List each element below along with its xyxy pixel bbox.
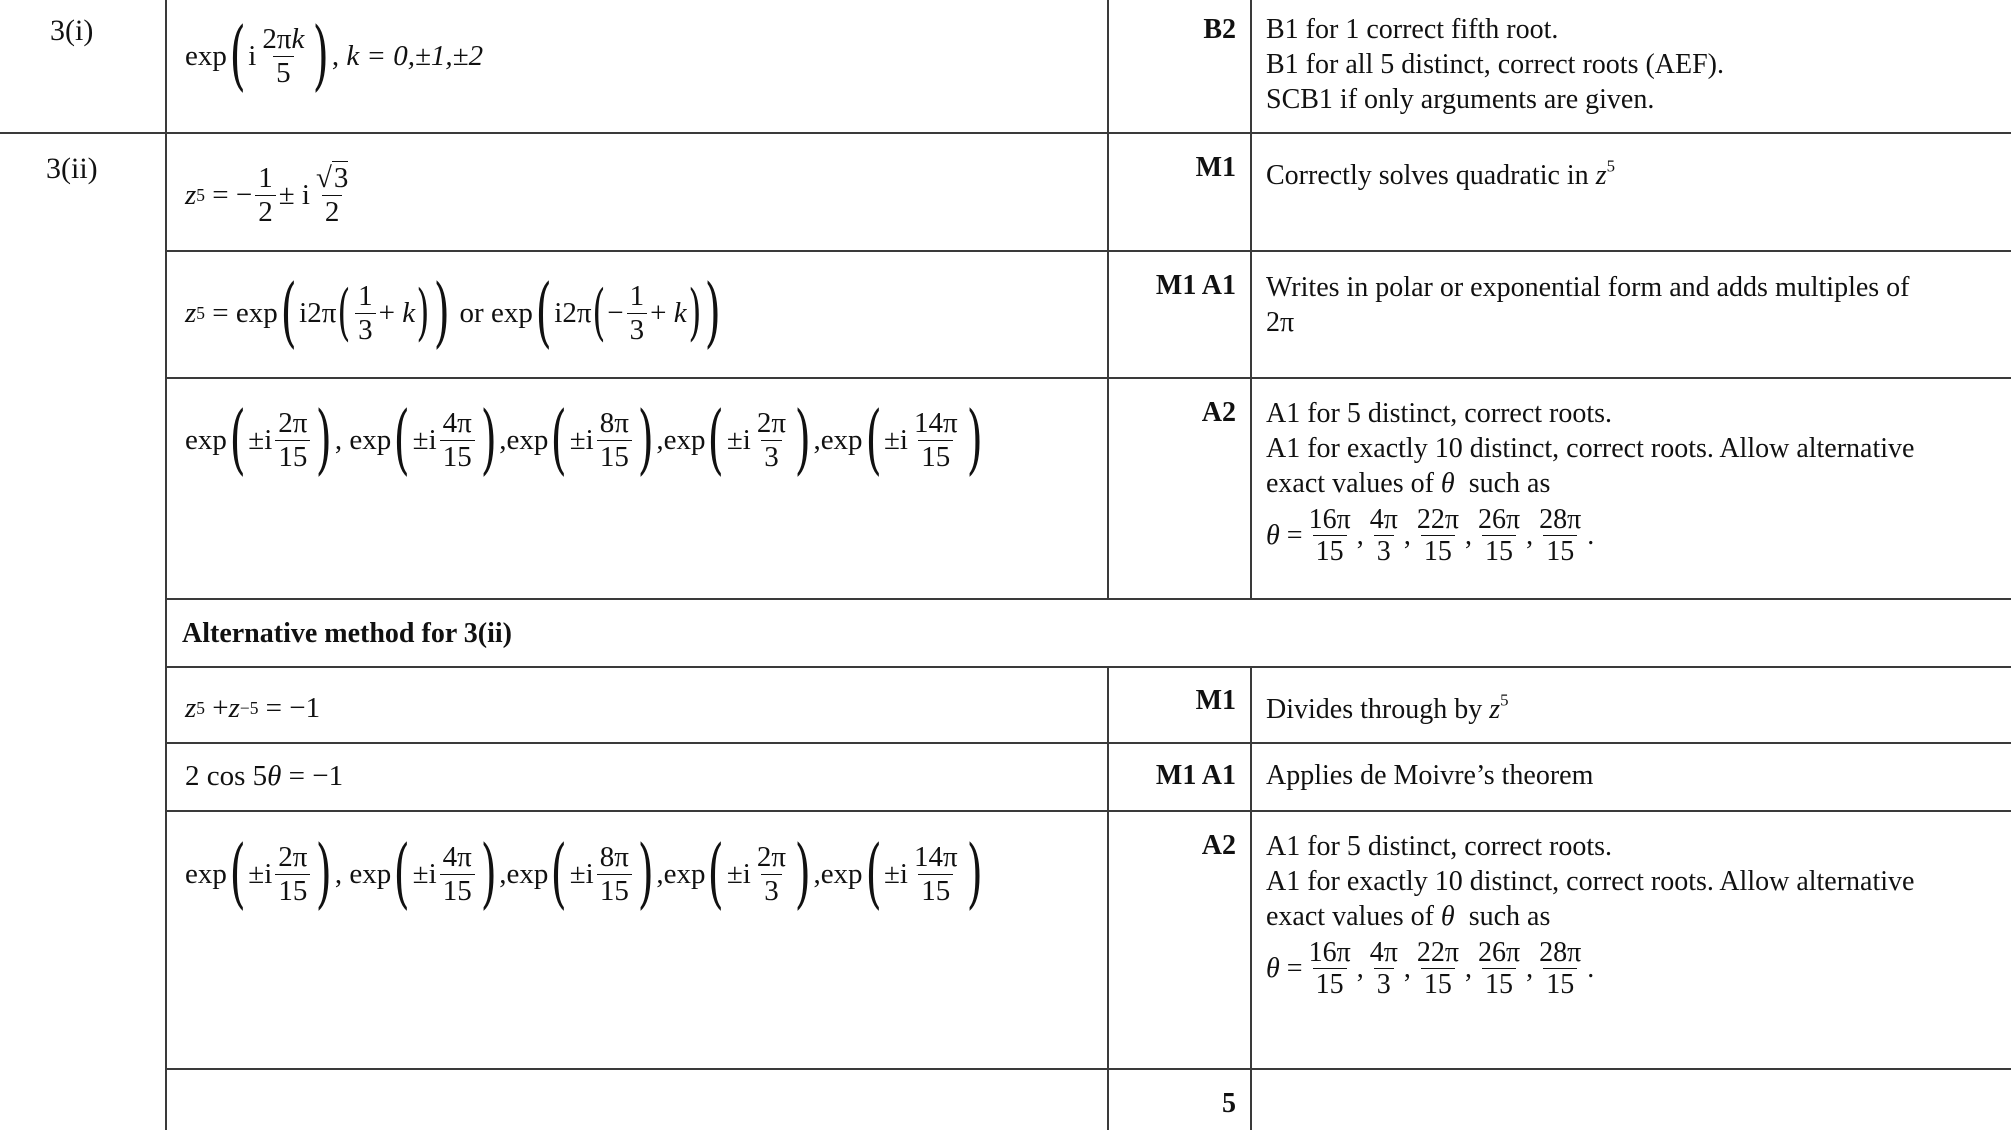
mark-alt-step2: M1 A1 bbox=[1155, 760, 1236, 791]
rule bbox=[166, 666, 2011, 668]
alternative-method-heading: Alternative method for 3(ii) bbox=[182, 618, 512, 649]
mark-alt-step1: M1 bbox=[1195, 685, 1236, 716]
answer-alt-step1: z 5 + z −5 = −1 bbox=[185, 691, 321, 724]
question-number: 3(ii) bbox=[46, 152, 98, 185]
rule bbox=[166, 250, 2011, 252]
rule-3i-bottom bbox=[0, 132, 2011, 134]
answer-alt-roots: exp ( ±i $\frac{2\pi}{15}$ ) , exp ( ±i $\frac{4\pi}{15}$ ) ,exp ( ±i $\frac{8\pi}{15}$ ) ,exp ( ±i $\frac{2\pi}{3}$ ) ,exp ( ±i $\frac{14\pi}{15}$ ) bbox=[185, 829, 983, 918]
col-divider-answer bbox=[1107, 666, 1109, 1130]
guidance-alt-step2: Applies de Moivre’s theorem bbox=[1266, 760, 1594, 791]
guidance-alt-step1: Divides through by $z^5$ bbox=[1266, 690, 1509, 725]
col-divider-question bbox=[165, 0, 167, 1130]
guidance-3ii-step3: A1 for 5 distinct, correct roots. A1 for exactly 10 distinct, correct roots. Allow alternative exact values of θ such as θ = $\frac{16\pi}{15}$ , $\frac{4\pi}{3}$ , $\frac{22\pi}{15}$ , $\frac{26\pi}{15}$ , $\frac{28\pi}{15}$ . bbox=[1266, 398, 1915, 568]
mark-3ii-step2: M1 A1 bbox=[1155, 270, 1236, 301]
mark-3i: B2 bbox=[1203, 14, 1236, 45]
guidance-3i: B1 for 1 correct fifth root. B1 for all 5 distinct, correct roots (AEF). SCB1 if only arguments are given. bbox=[1266, 14, 1725, 115]
col-divider-answer bbox=[1107, 0, 1109, 600]
k-values: k = 0,±1,±2 bbox=[346, 39, 484, 72]
col-divider-mark bbox=[1250, 666, 1252, 1130]
total-mark: 5 bbox=[1222, 1088, 1236, 1119]
rule bbox=[166, 742, 2011, 744]
guidance-3ii-step1: Correctly solves quadratic in $z^5$ bbox=[1266, 156, 1615, 191]
guidance-3ii-step2: Writes in polar or exponential form and adds multiples of 2π bbox=[1266, 272, 1910, 338]
rule bbox=[166, 810, 2011, 812]
mark-3ii-step1: M1 bbox=[1195, 152, 1236, 183]
answer-alt-step2: 2 cos 5 θ = −1 bbox=[185, 759, 344, 792]
guidance-alt-step3: A1 for 5 distinct, correct roots. A1 for exactly 10 distinct, correct roots. Allow alternative exact values of θ such as θ = $\frac{16\pi}{15}$ , $\frac{4\pi}{3}$ , $\frac{22\pi}{15}$ , $\frac{26\pi}{15}$ , $\frac{28\pi}{15}$ . bbox=[1266, 831, 1915, 1001]
theta-values: θ = $\frac{16\pi}{15}$ , $\frac{4\pi}{3}$ , $\frac{22\pi}{15}$ , $\frac{26\pi}{15}$ , $\frac{28\pi}{15}$ . bbox=[1266, 504, 1595, 568]
answer-3ii-roots: exp ( ±i $\frac{2\pi}{15}$ ) , exp ( ±i $\frac{4\pi}{15}$ ) ,exp ( ±i $\frac{8\pi}{15}$ ) ,exp ( ±i $\frac{2\pi}{3}$ ) ,exp ( ±i $\frac{14\pi}{15}$ ) bbox=[185, 395, 983, 484]
mark-alt-step3: A2 bbox=[1201, 830, 1236, 861]
answer-3ii-step2: z 5 = exp ( i2π ( $\frac{1}{3}$ + k ) ) or exp ( i2π ( − $\frac{1}{3}$ + k ) ) bbox=[185, 268, 722, 357]
rule bbox=[166, 377, 2011, 379]
rule bbox=[166, 1068, 2011, 1070]
question-number: 3(i) bbox=[50, 14, 94, 47]
theta-values: θ = $\frac{16\pi}{15}$ , $\frac{4\pi}{3}$ , $\frac{22\pi}{15}$ , $\frac{26\pi}{15}$ , $\frac{28\pi}{15}$ . bbox=[1266, 937, 1595, 1001]
rule bbox=[166, 598, 2011, 600]
answer-3ii-step1: z 5 = − $\frac{1}{2}$ ± i $\frac{√3}{2}$ bbox=[185, 162, 349, 228]
col-divider-mark bbox=[1250, 0, 1252, 600]
answer-3i: exp ( i $\frac{2\pi k}{5}$ ) , k = 0,±1,±2 bbox=[185, 11, 484, 100]
mark-3ii-step3: A2 bbox=[1201, 397, 1236, 428]
